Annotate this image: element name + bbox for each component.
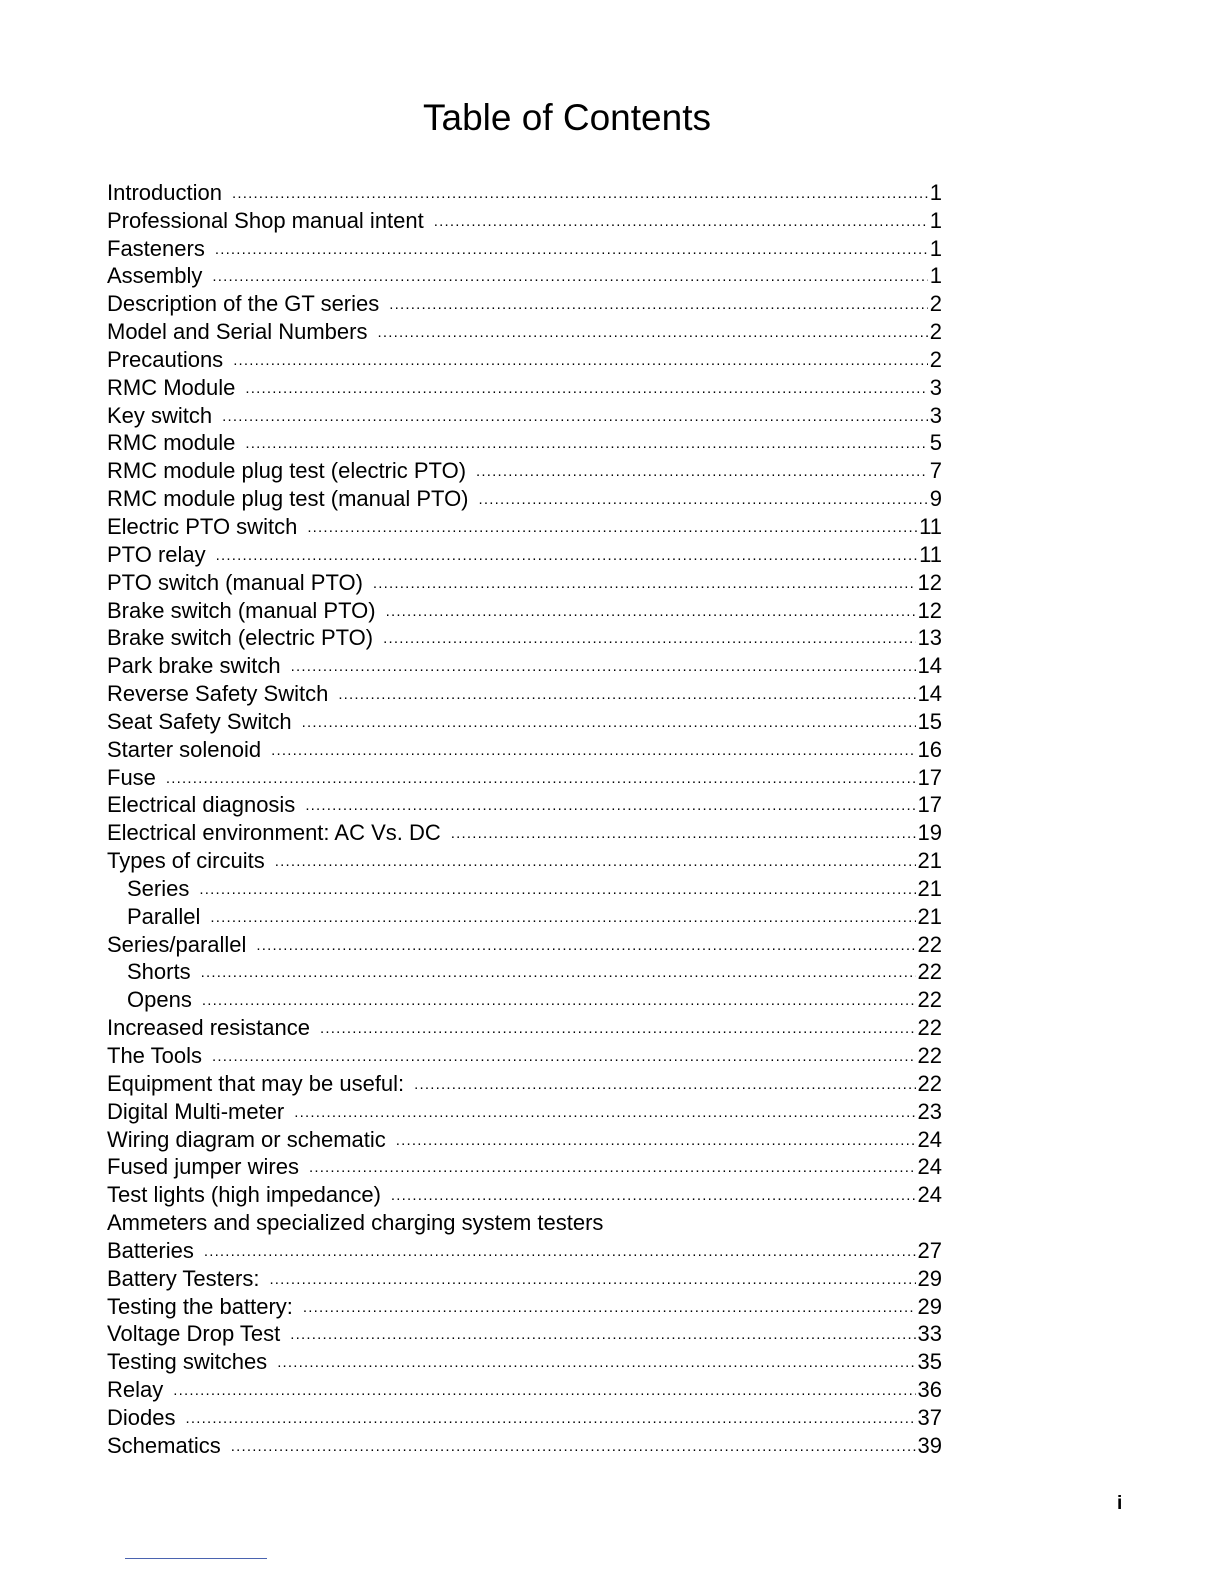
toc-dot-leader [232, 184, 928, 206]
toc-entry[interactable] [107, 1180, 942, 1208]
toc-entry[interactable] [107, 484, 942, 512]
toc-entry-label: Starter solenoid [107, 736, 262, 762]
toc-entry[interactable] [107, 401, 942, 429]
toc-dot-leader [290, 1325, 915, 1347]
toc-entry[interactable] [107, 902, 942, 930]
toc-entry[interactable] [107, 1069, 942, 1097]
toc-entry[interactable] [107, 456, 942, 484]
toc-entry[interactable] [107, 651, 942, 679]
toc-entry[interactable] [107, 1431, 942, 1459]
toc-entry-label: Relay [107, 1377, 164, 1403]
toc-entry-page: 22 [917, 1070, 942, 1096]
toc-entry-label: Key switch [107, 402, 213, 428]
toc-entry[interactable] [107, 1013, 942, 1041]
toc-entry-page: 1 [929, 207, 942, 233]
toc-entry-label: Testing switches [107, 1349, 268, 1375]
toc-entry-label: Electrical diagnosis [107, 792, 296, 818]
toc-dot-leader [199, 880, 915, 902]
toc-dot-leader [307, 518, 917, 540]
toc-dot-leader [185, 1409, 915, 1431]
toc-dot-leader [222, 407, 928, 429]
toc-dot-leader [414, 1075, 915, 1097]
toc-dot-leader [277, 1353, 915, 1375]
toc-entry[interactable] [107, 1264, 942, 1292]
toc-dot-leader [275, 852, 916, 874]
toc-entry-label: Equipment that may be useful: [107, 1070, 405, 1096]
table-of-contents [107, 178, 942, 1459]
toc-entry[interactable] [107, 735, 942, 763]
toc-entry-page: 36 [917, 1377, 942, 1403]
toc-entry-label: Wiring diagram or schematic [107, 1126, 386, 1152]
toc-entry[interactable] [107, 289, 942, 317]
toc-dot-leader [309, 1158, 916, 1180]
toc-dot-leader [305, 796, 915, 818]
toc-entry[interactable] [107, 874, 942, 902]
toc-dot-leader [202, 991, 916, 1013]
toc-entry-label: Ammeters and specialized charging system testers [107, 1210, 604, 1236]
toc-entry-page: 29 [917, 1265, 942, 1291]
toc-entry-label: Test lights (high impedance) [107, 1182, 381, 1208]
toc-entry-label: Introduction [107, 179, 222, 205]
toc-dot-leader [173, 1381, 915, 1403]
toc-dot-leader [479, 490, 928, 512]
toc-entry[interactable] [107, 1320, 942, 1348]
toc-dot-leader [373, 574, 916, 596]
toc-entry-page: 21 [917, 848, 942, 874]
toc-dot-leader [245, 379, 927, 401]
toc-entry-page: 17 [917, 792, 942, 818]
toc-entry-page: 15 [917, 708, 942, 734]
toc-entry[interactable] [107, 234, 942, 262]
toc-entry-label: Increased resistance [107, 1015, 310, 1041]
toc-entry-page: 37 [917, 1404, 942, 1430]
toc-entry-page: 27 [917, 1237, 942, 1263]
toc-entry-page: 22 [917, 1015, 942, 1041]
toc-dot-leader [294, 1103, 915, 1125]
toc-entry[interactable] [107, 624, 942, 652]
toc-entry[interactable] [107, 373, 942, 401]
toc-entry[interactable] [107, 818, 942, 846]
toc-entry-label: Reverse Safety Switch [107, 681, 329, 707]
toc-dot-leader [256, 936, 915, 958]
toc-entry-label: Fused jumper wires [107, 1154, 299, 1180]
toc-entry-page: 9 [929, 486, 942, 512]
toc-entry-label: Electrical environment: AC Vs. DC [107, 820, 441, 846]
toc-entry-label: Fuse [107, 764, 156, 790]
toc-dot-leader [204, 1242, 916, 1264]
toc-entry-page: 14 [917, 681, 942, 707]
toc-entry-page: 21 [917, 875, 942, 901]
toc-entry-page: 24 [917, 1126, 942, 1152]
toc-entry[interactable] [107, 596, 942, 624]
toc-dot-leader [212, 267, 927, 289]
toc-entry-page: 3 [929, 374, 942, 400]
toc-dot-leader [291, 657, 916, 679]
toc-entry-label: Opens [127, 987, 192, 1013]
toc-dot-leader [434, 212, 928, 234]
toc-entry[interactable] [107, 178, 942, 206]
toc-entry[interactable] [107, 262, 942, 290]
toc-dot-leader [233, 351, 928, 373]
page-title: Table of Contents [423, 97, 711, 138]
toc-entry-page: 16 [917, 736, 942, 762]
toc-entry-label: RMC module plug test (manual PTO) [107, 486, 469, 512]
toc-entry[interactable] [107, 429, 942, 457]
toc-dot-leader [338, 685, 915, 707]
toc-entry-label: Parallel [127, 903, 201, 929]
toc-entry[interactable] [107, 317, 942, 345]
toc-entry-label: Batteries [107, 1237, 194, 1263]
toc-entry-label: Series/parallel [107, 931, 247, 957]
toc-entry[interactable] [107, 345, 942, 373]
toc-entry[interactable] [107, 930, 942, 958]
toc-entry-page: 22 [917, 987, 942, 1013]
toc-entry-page: 1 [929, 235, 942, 261]
toc-dot-leader [320, 1019, 916, 1041]
toc-entry-page: 7 [929, 458, 942, 484]
toc-entry-page: 3 [929, 402, 942, 428]
toc-entry-page: 39 [917, 1432, 942, 1458]
toc-entry[interactable] [107, 1375, 942, 1403]
toc-dot-leader [476, 462, 928, 484]
toc-entry-page: 12 [917, 597, 942, 623]
toc-dot-leader [302, 713, 916, 735]
toc-dot-leader [451, 824, 916, 846]
toc-entry-page: 24 [917, 1182, 942, 1208]
toc-entry[interactable] [107, 540, 942, 568]
toc-dot-leader [396, 1131, 916, 1153]
toc-entry-page: 21 [917, 903, 942, 929]
toc-entry-label: Schematics [107, 1432, 221, 1458]
toc-entry-label: Shorts [127, 959, 191, 985]
toc-entry-page: 23 [917, 1098, 942, 1124]
toc-entry[interactable] [107, 512, 942, 540]
toc-entry-page: 2 [929, 319, 942, 345]
toc-entry-label: RMC module [107, 430, 236, 456]
toc-entry-page: 19 [917, 820, 942, 846]
toc-dot-leader [210, 908, 915, 930]
toc-entry-label: PTO switch (manual PTO) [107, 569, 363, 595]
toc-entry-label: Brake switch (manual PTO) [107, 597, 376, 623]
toc-entry-label: RMC Module [107, 374, 236, 400]
toc-dot-leader [269, 1270, 915, 1292]
toc-entry-label: Digital Multi-meter [107, 1098, 285, 1124]
toc-entry[interactable] [107, 985, 942, 1013]
toc-entry-label: Description of the GT series [107, 291, 380, 317]
toc-entry[interactable] [107, 1292, 942, 1320]
toc-entry[interactable] [107, 791, 942, 819]
toc-entry[interactable] [107, 1236, 942, 1264]
toc-entry-label: Types of circuits [107, 848, 265, 874]
toc-entry[interactable] [107, 707, 942, 735]
toc-entry-page: 11 [919, 541, 942, 567]
toc-entry[interactable] [107, 1208, 942, 1236]
toc-entry-page: 22 [917, 1043, 942, 1068]
toc-entry-label: Assembly [107, 263, 203, 289]
toc-dot-leader [377, 323, 927, 345]
toc-dot-leader [201, 963, 916, 985]
toc-dot-leader [271, 741, 915, 763]
toc-dot-leader [391, 1186, 916, 1208]
toc-entry[interactable] [107, 679, 942, 707]
toc-entry-page: 29 [917, 1293, 942, 1319]
toc-entry[interactable] [107, 1097, 942, 1125]
toc-dot-leader [212, 1047, 916, 1069]
toc-entry-label: PTO relay [107, 541, 206, 567]
toc-entry-label: Series [127, 875, 190, 901]
toc-entry-page: 14 [917, 653, 942, 679]
toc-entry-page: 1 [929, 263, 942, 289]
toc-entry[interactable] [107, 568, 942, 596]
toc-entry-label: Battery Testers: [107, 1265, 260, 1291]
toc-entry-label: Voltage Drop Test [107, 1321, 281, 1347]
toc-entry-page: 5 [929, 430, 942, 456]
toc-entry-page: 2 [929, 346, 942, 372]
toc-entry-label: Testing the battery: [107, 1293, 293, 1319]
toc-entry-page: 22 [917, 959, 942, 985]
toc-entry-page: 2 [929, 291, 942, 317]
toc-entry[interactable] [107, 1153, 942, 1181]
toc-dot-leader [303, 1298, 916, 1320]
toc-entry-label: RMC module plug test (electric PTO) [107, 458, 467, 484]
toc-entry-label: Professional Shop manual intent [107, 207, 424, 233]
toc-entry[interactable] [107, 1125, 942, 1153]
toc-entry-label: Model and Serial Numbers [107, 319, 368, 345]
toc-entry-label: Diodes [107, 1404, 176, 1430]
toc-entry-page: 24 [917, 1154, 942, 1180]
toc-entry-page: 13 [917, 625, 942, 651]
footer-rule [125, 1558, 267, 1559]
toc-entry[interactable] [107, 1347, 942, 1375]
toc-entry-label: Fasteners [107, 235, 205, 261]
toc-entry-label: Electric PTO switch [107, 513, 298, 539]
toc-dot-leader [166, 769, 916, 791]
toc-entry-page: 17 [917, 764, 942, 790]
toc-entry-page: 11 [919, 513, 942, 539]
toc-dot-leader [386, 602, 916, 624]
toc-dot-leader [383, 629, 915, 651]
toc-dot-leader [215, 240, 928, 262]
toc-dot-leader [389, 295, 927, 317]
toc-dot-leader [245, 434, 927, 456]
toc-entry[interactable] [107, 958, 942, 986]
toc-entry-label: The Tools [107, 1043, 202, 1068]
toc-entry-label: Brake switch (electric PTO) [107, 625, 374, 651]
toc-entry-page: 1 [929, 179, 942, 205]
toc-dot-leader [216, 546, 918, 568]
toc-entry[interactable] [107, 846, 942, 874]
toc-entry-label: Seat Safety Switch [107, 708, 292, 734]
toc-entry[interactable] [107, 206, 942, 234]
toc-entry-label: Park brake switch [107, 653, 281, 679]
toc-entry[interactable] [107, 1403, 942, 1431]
toc-entry-page: 33 [917, 1321, 942, 1347]
toc-dot-leader [231, 1437, 916, 1459]
toc-entry-page: 12 [917, 569, 942, 595]
toc-entry-page: 22 [917, 931, 942, 957]
page-number: i [1117, 1493, 1123, 1514]
toc-entry-page: 35 [917, 1349, 942, 1375]
toc-entry-label: Precautions [107, 346, 224, 372]
toc-entry[interactable] [107, 763, 942, 791]
toc-entry[interactable] [107, 1041, 942, 1069]
